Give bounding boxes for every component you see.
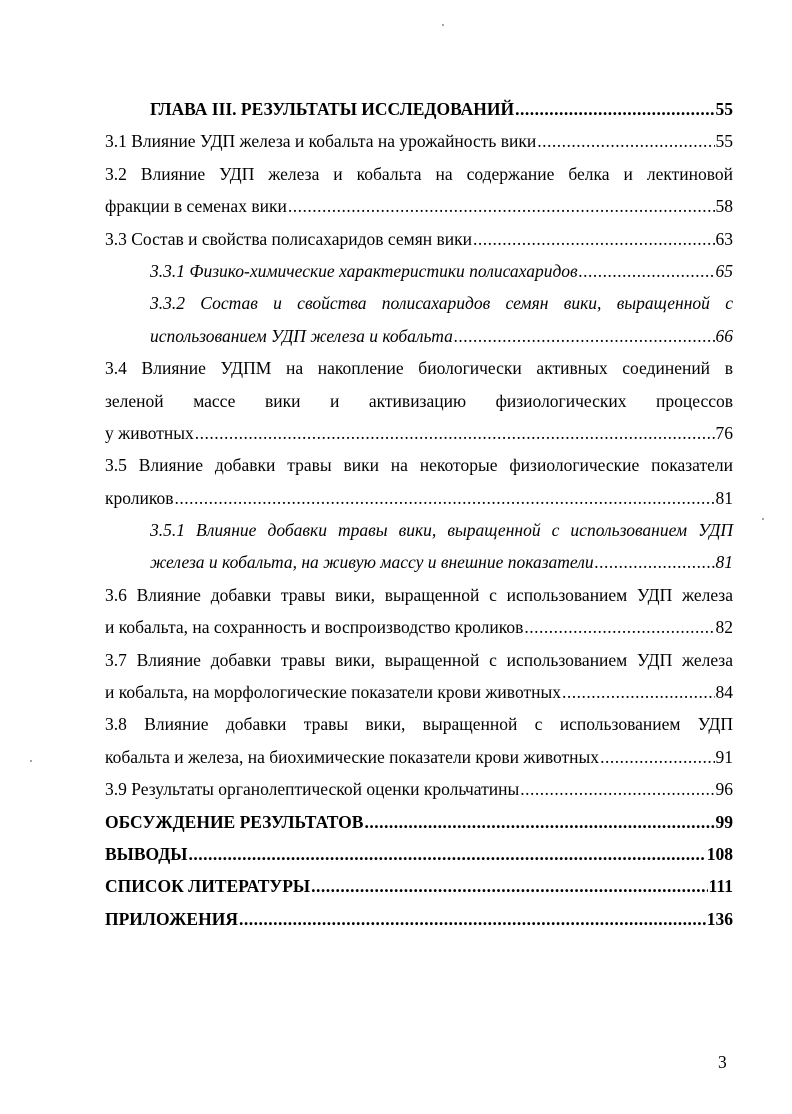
- entry-title: ПРИЛОЖЕНИЯ: [105, 908, 238, 929]
- entry-page: 81: [715, 552, 733, 573]
- entry-title-line: у животных: [105, 422, 194, 443]
- entry-page: 76: [715, 422, 733, 443]
- entry-title: СПИСОК ЛИТЕРАТУРЫ: [105, 876, 311, 897]
- entry-page: 55: [715, 99, 733, 119]
- entry-page: 81: [715, 487, 733, 508]
- entry-page: 63: [715, 228, 733, 249]
- entry-page: 66: [715, 325, 733, 346]
- toc-entry-3-8: [105, 708, 733, 773]
- toc-entry-3-3-1: [105, 255, 733, 287]
- entry-page: 58: [715, 196, 733, 217]
- entry-title-line: 3.2 Влияние УДП железа и кобальта на содержание белка и лектиновой: [105, 163, 733, 184]
- entry-title-line: и кобальта, на сохранность и воспроизводство кроликов: [105, 617, 524, 638]
- entry-title-line: фракции в семенах вики: [105, 196, 287, 217]
- entry-page: 99: [715, 811, 733, 832]
- entry-page: 82: [715, 617, 733, 638]
- toc-entry-chapter-3: [105, 93, 733, 125]
- scan-speck: [30, 760, 32, 762]
- entry-title-line: кроликов: [105, 487, 174, 508]
- entry-title-line: 3.7 Влияние добавки травы вики, выращенной с использованием УДП железа: [105, 649, 733, 670]
- page-number: 3: [718, 1052, 727, 1072]
- entry-title: 3.9 Результаты органолептической оценки крольчатины: [105, 779, 520, 800]
- toc-entry-3-5-1: [105, 514, 733, 579]
- entry-title: ГЛАВА III. РЕЗУЛЬТАТЫ ИССЛЕДОВАНИЙ: [150, 99, 515, 119]
- toc-entry-3-2: [105, 158, 733, 223]
- entry-title-line: 3.3.2 Состав и свойства полисахаридов семян вики, выращенной с: [150, 293, 733, 314]
- entry-title: 3.3 Состав и свойства полисахаридов семян вики: [105, 228, 473, 249]
- entry-title-line: 3.4 Влияние УДПМ на накопление биологически активных соединений в: [105, 358, 733, 379]
- toc-entry-appendices: [105, 903, 733, 935]
- entry-title-line: 3.5.1 Влияние добавки травы вики, выращенной с использованием УДП: [150, 520, 733, 541]
- toc-entry-3-5: [105, 449, 733, 514]
- entry-page: 65: [715, 260, 733, 281]
- scan-speck: [442, 24, 444, 26]
- toc-entry-3-3: [105, 223, 733, 255]
- table-of-contents: [105, 93, 733, 935]
- entry-title-line: кобальта и железа, на биохимические показатели крови животных: [105, 746, 600, 767]
- toc-entry-3-6: [105, 579, 733, 644]
- toc-entry-3-1: [105, 125, 733, 157]
- toc-entry-3-7: [105, 644, 733, 709]
- entry-page: 91: [715, 746, 733, 767]
- entry-page: 108: [706, 843, 733, 864]
- toc-entry-references: [105, 870, 733, 902]
- toc-entry-3-4: [105, 352, 733, 449]
- entry-page: 111: [708, 876, 733, 897]
- entry-title-line: 3.5 Влияние добавки травы вики на некоторые физиологические показатели: [105, 455, 733, 476]
- entry-page: 136: [706, 908, 733, 929]
- entry-title: 3.1 Влияние УДП железа и кобальта на урожайность вики: [105, 131, 537, 152]
- entry-page: 96: [715, 779, 733, 800]
- entry-title: ОБСУЖДЕНИЕ РЕЗУЛЬТАТОВ: [105, 811, 364, 832]
- entry-title-line: 3.8 Влияние добавки травы вики, выращенной с использованием УДП: [105, 714, 733, 735]
- entry-title-line: использованием УДП железа и кобальта: [150, 325, 453, 346]
- scan-speck: [762, 518, 764, 520]
- entry-title: 3.3.1 Физико-химические характеристики полисахаридов: [150, 260, 578, 281]
- entry-title-line: железа и кобальта, на живую массу и внешние показатели: [150, 552, 594, 573]
- entry-title-line: 3.6 Влияние добавки травы вики, выращенной с использованием УДП железа: [105, 584, 733, 605]
- toc-entry-3-3-2: [105, 287, 733, 352]
- toc-entry-3-9: [105, 773, 733, 805]
- entry-page: 84: [715, 682, 733, 703]
- toc-entry-discussion: [105, 806, 733, 838]
- entry-title-line: зеленой массе вики и активизацию физиологических процессов: [105, 390, 733, 411]
- entry-title-line: и кобальта, на морфологические показатели крови животных: [105, 682, 561, 703]
- toc-entry-conclusions: [105, 838, 733, 870]
- entry-page: 55: [715, 131, 733, 152]
- entry-title: ВЫВОДЫ: [105, 843, 188, 864]
